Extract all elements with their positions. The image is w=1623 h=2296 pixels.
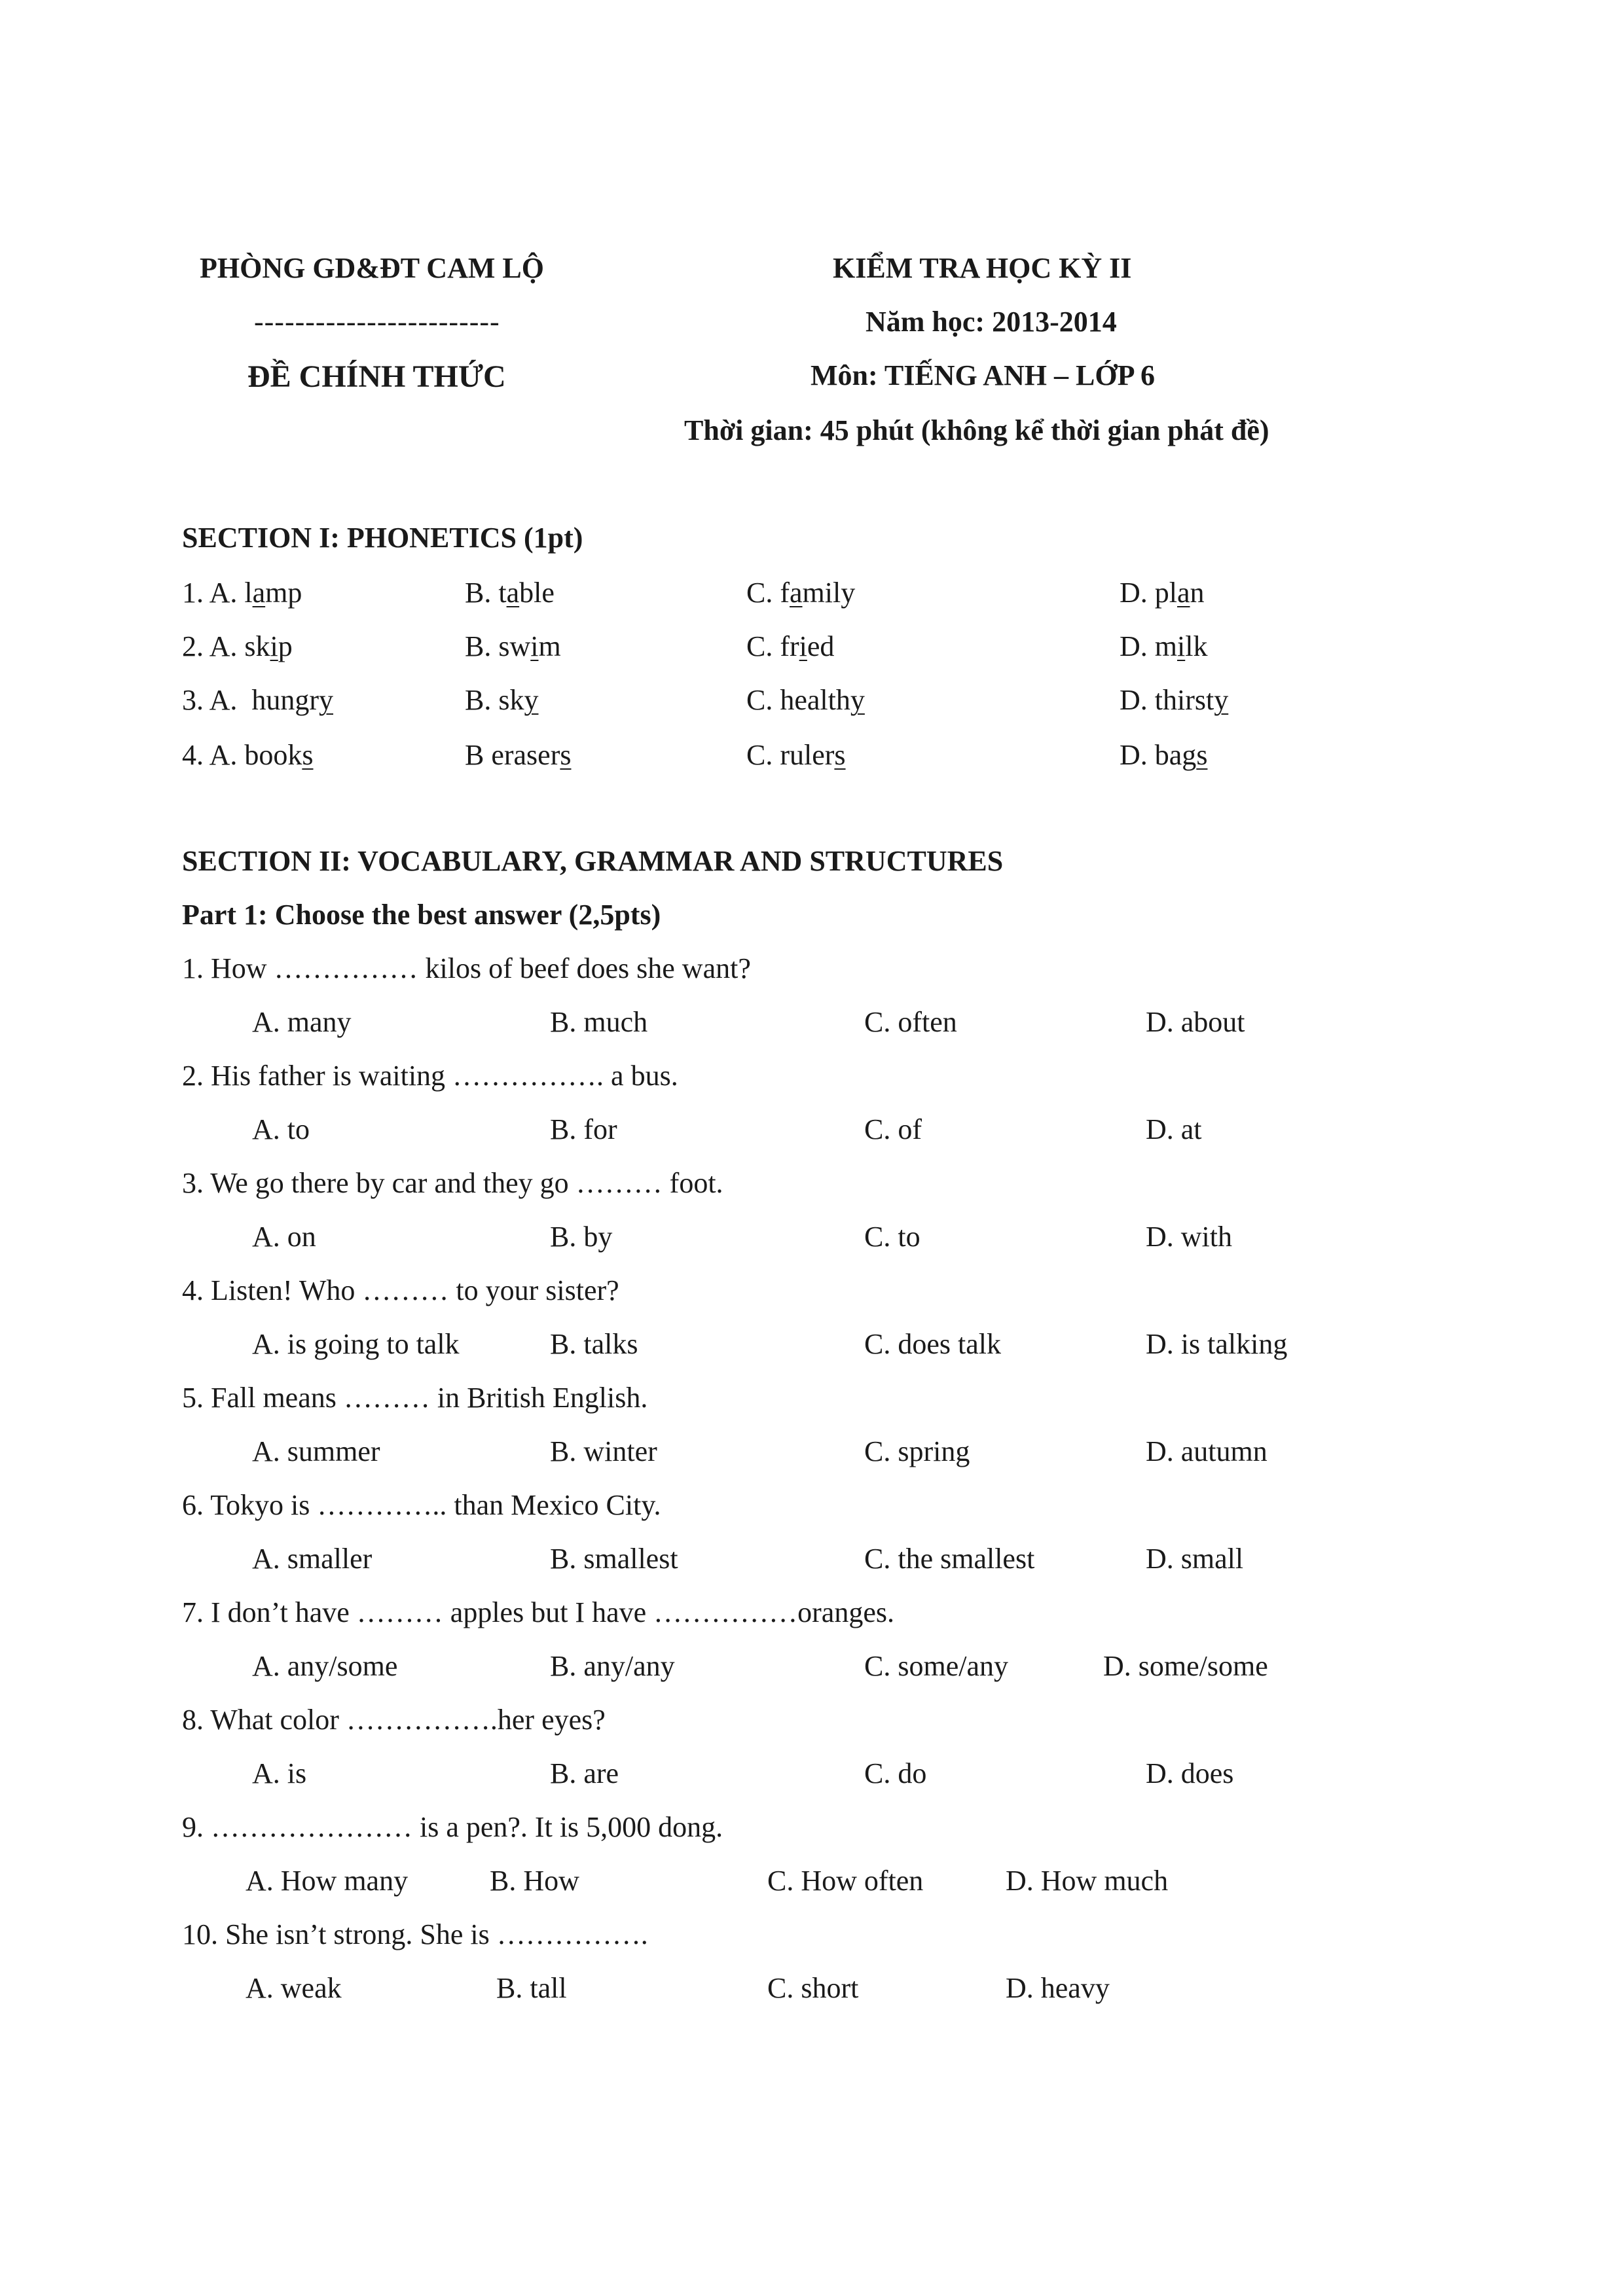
school-office-name: PHÒNG GD&ĐT CAM LỘ [200,252,544,284]
answer-options-row [0,1542,1623,1581]
phonetics-option-c: C. family [746,577,856,609]
question-stem: 9. ………………… is a pen?. It is 5,000 dong. [182,1811,723,1843]
option-a: A. is going to talk [252,1328,460,1360]
phonetics-option-d: D. milk [1120,630,1208,662]
phonetics-option-d: D. thirsty [1120,684,1229,716]
answer-options-row [0,1220,1623,1259]
question-stem: 4. Listen! Who ……… to your sister? [182,1274,619,1306]
option-a: A. weak [246,1972,342,2004]
option-c: C. the smallest [864,1543,1035,1575]
section-2-title: SECTION II: VOCABULARY, GRAMMAR AND STRUCTURES [182,845,1004,877]
option-d: D. autumn [1146,1435,1267,1467]
option-d: D. some/some [1103,1650,1268,1682]
header-rule: ------------------------ [254,306,500,338]
phonetics-option-c: C. rulers [746,739,846,771]
phonetics-row [0,630,1623,669]
option-b: B. by [550,1221,613,1253]
option-d: D. is talking [1146,1328,1288,1360]
option-b: B. any/any [550,1650,675,1682]
question-stem: 3. We go there by car and they go ……… foot. [182,1167,723,1199]
option-b: B. talks [550,1328,638,1360]
question-stem: 5. Fall means ……… in British English. [182,1382,648,1414]
answer-options-row [0,1757,1623,1796]
option-a: A. is [252,1757,307,1789]
phonetics-option-a: 4. A. books [182,739,314,771]
phonetics-option-b: B. sky [465,684,539,716]
option-b: B. much [550,1006,648,1038]
phonetics-option-b: B. swim [465,630,561,662]
question-stem: 8. What color …………….her eyes? [182,1704,606,1736]
answer-options-row [0,1864,1623,1903]
option-a: A. to [252,1113,310,1145]
part-1-title: Part 1: Choose the best answer (2,5pts) [182,899,661,931]
option-a: A. many [252,1006,352,1038]
option-c: C. often [864,1006,957,1038]
phonetics-row [0,738,1623,778]
option-c: C. does talk [864,1328,1001,1360]
option-b: B. How [490,1865,579,1897]
phonetics-option-d: D. bags [1120,739,1208,771]
option-b: B. for [550,1113,617,1145]
phonetics-option-b: B. table [465,577,555,609]
option-b: B. winter [550,1435,657,1467]
option-d: D. heavy [1006,1972,1110,2004]
option-a: A. any/some [252,1650,398,1682]
question-stem: 7. I don’t have ……… apples but I have ……………oranges. [182,1596,894,1628]
phonetics-option-a: 2. A. skip [182,630,293,662]
option-d: D. small [1146,1543,1244,1575]
phonetics-option-b: B erasers [465,739,572,771]
option-d: D. does [1146,1757,1234,1789]
phonetics-option-c: C. fried [746,630,835,662]
phonetics-option-d: D. plan [1120,577,1205,609]
school-year: Năm học: 2013-2014 [866,306,1117,338]
option-c: C. short [767,1972,859,2004]
question-stem: 2. His father is waiting ……………. a bus. [182,1060,678,1092]
question-stem: 6. Tokyo is ………….. than Mexico City. [182,1489,661,1521]
answer-options-row [0,1113,1623,1152]
option-c: C. to [864,1221,921,1253]
option-c: C. do [864,1757,927,1789]
option-a: A. smaller [252,1543,373,1575]
option-d: D. at [1146,1113,1202,1145]
option-c: C. of [864,1113,922,1145]
option-c: C. How often [767,1865,924,1897]
official-exam-label: ĐỀ CHÍNH THỨC [247,359,506,394]
exam-subject: Môn: TIẾNG ANH – LỚP 6 [811,359,1156,391]
question-stem: 1. How …………… kilos of beef does she want? [182,952,751,984]
question-stem: 10. She isn’t strong. She is ……………. [182,1918,648,1950]
option-c: C. some/any [864,1650,1008,1682]
exam-title: KIỂM TRA HỌC KỲ II [833,252,1132,284]
phonetics-row [0,683,1623,723]
option-a: A. on [252,1221,316,1253]
option-d: D. with [1146,1221,1232,1253]
answer-options-row [0,1971,1623,2011]
option-d: D. How much [1006,1865,1169,1897]
option-b: B. are [550,1757,619,1789]
option-d: D. about [1146,1006,1245,1038]
section-1-title: SECTION I: PHONETICS (1pt) [182,522,583,554]
exam-time: Thời gian: 45 phút (không kể thời gian phát đề) [684,414,1269,446]
answer-options-row [0,1327,1623,1367]
option-a: A. How many [246,1865,409,1897]
phonetics-option-c: C. healthy [746,684,865,716]
phonetics-option-a: 1. A. lamp [182,577,302,609]
option-b: B. tall [496,1972,567,2004]
phonetics-option-a: 3. A. hungry [182,684,333,716]
answer-options-row [0,1005,1623,1045]
answer-options-row [0,1435,1623,1474]
phonetics-row [0,576,1623,615]
option-a: A. summer [252,1435,380,1467]
answer-options-row [0,1649,1623,1689]
option-b: B. smallest [550,1543,678,1575]
option-c: C. spring [864,1435,970,1467]
